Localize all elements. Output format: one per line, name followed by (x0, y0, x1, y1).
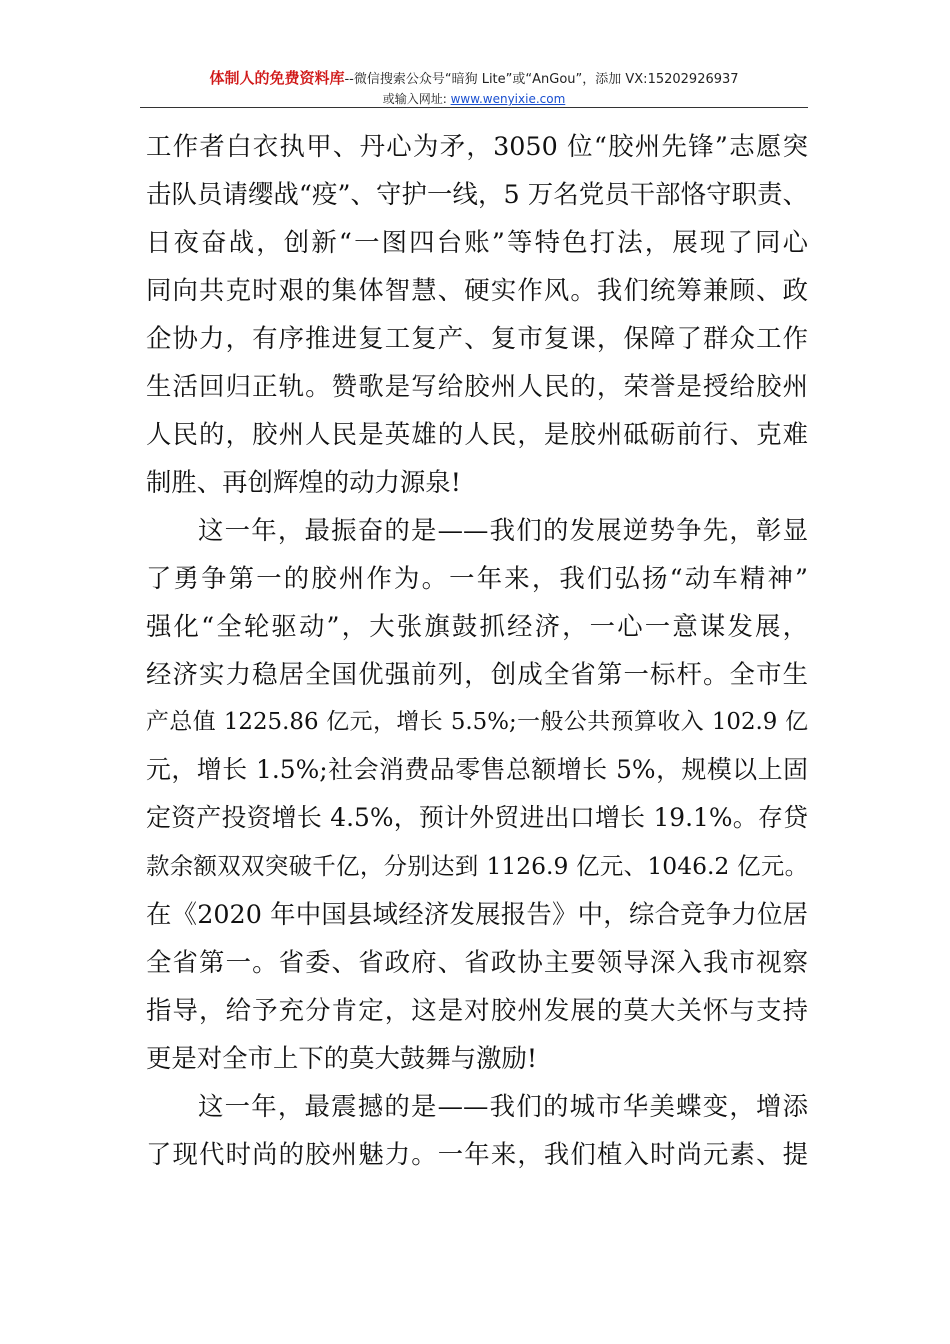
paragraph-1 (146, 122, 808, 506)
text-line: 款余额双双突破千亿，分别达到 1126.9 亿元、1046.2 亿元。 (146, 852, 808, 880)
text-line: 强化“全轮驱动”，大张旗鼓抓经济，一心一意谋发展， (146, 611, 808, 641)
text-line: 更是对全市上下的莫大鼓舞与激励! (146, 1043, 538, 1073)
header-divider (140, 107, 808, 108)
header-line-1 (140, 68, 808, 90)
brand-title: 体制人的免费资料库 (209, 69, 345, 87)
text-line: 全省第一。省委、省政府、省政协主要领导深入我市视察 (146, 947, 808, 977)
text-line: 制胜、再创辉煌的动力源泉! (146, 467, 461, 497)
text-line: 了勇争第一的胶州作为。一年来，我们弘扬“动车精神” (146, 563, 808, 593)
url-label: 或输入网址: (382, 92, 447, 106)
text-line: 定资产投资增长 4.5%，预计外贸进出口增长 19.1%。存贷 (146, 803, 808, 832)
text-line: 了现代时尚的胶州魅力。一年来，我们植入时尚元素、提 (146, 1139, 808, 1169)
text-line: 生活回归正轨。赞歌是写给胶州人民的，荣誉是授给胶州 (146, 371, 808, 401)
text-line: 这一年，最振奋的是——我们的发展逆势争先，彰显 (198, 515, 808, 545)
text-line: 经济实力稳居全国优强前列，创成全省第一标杆。全市生 (146, 659, 808, 689)
text-line: 日夜奋战，创新“一图四台账”等特色打法，展现了同心 (146, 227, 808, 257)
header-line-2 (140, 90, 808, 108)
text-line: 指导，给予充分肯定，这是对胶州发展的莫大关怀与支持 (146, 995, 808, 1025)
header-info: --微信搜索公众号“暗狗 Lite”或“AnGou”，添加 VX:15202926937 (344, 72, 739, 87)
document-body (146, 122, 808, 1178)
text-line: 这一年，最震撼的是——我们的城市华美蝶变，增添 (198, 1091, 808, 1121)
page-header (140, 68, 808, 108)
paragraph-2 (146, 506, 808, 1082)
text-line: 元，增长 1.5%;社会消费品零售总额增长 5%，规模以上固 (146, 755, 808, 784)
text-line: 产总值 1225.86 亿元，增长 5.5%;一般公共预算收入 102.9 亿 (146, 709, 808, 735)
text-line: 企协力，有序推进复工复产、复市复课，保障了群众工作 (146, 323, 808, 353)
text-line: 工作者白衣执甲、丹心为矛，3050 位“胶州先锋”志愿突 (146, 131, 808, 161)
text-line: 击队员请缨战“疫”、守护一线，5 万名党员干部恪守职责、 (146, 179, 808, 209)
text-line: 同向共克时艰的集体智慧、硬实作风。我们统筹兼顾、政 (146, 275, 808, 305)
website-link[interactable]: www.wenyixie.com (450, 92, 566, 106)
text-line: 在《2020 年中国县域经济发展报告》中，综合竞争力位居 (146, 899, 808, 929)
paragraph-3 (146, 1082, 808, 1178)
text-line: 人民的，胶州人民是英雄的人民，是胶州砥砺前行、克难 (146, 419, 808, 449)
